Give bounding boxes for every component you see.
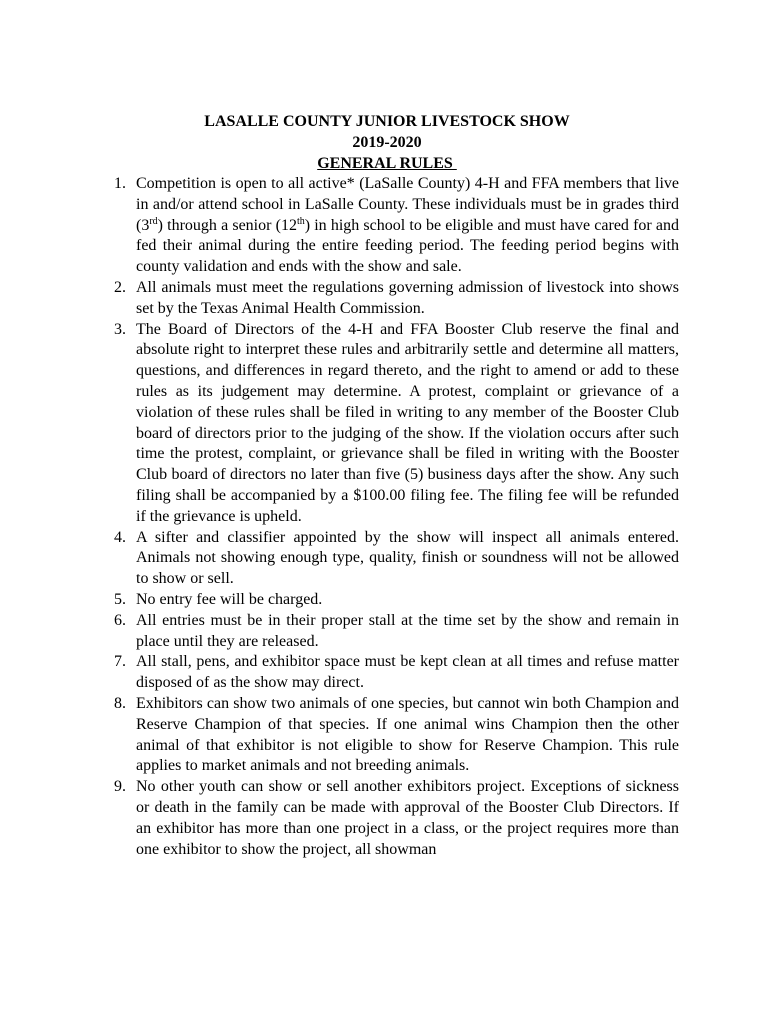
rule-item-8 bbox=[114, 694, 679, 777]
rule-item-1 bbox=[114, 174, 679, 278]
rule-item-7 bbox=[114, 652, 679, 694]
rule-item-5 bbox=[114, 590, 679, 611]
rule-text: All stall, pens, and exhibitor space must be kept clean at all times and refuse matter disposed of as the show may direct. bbox=[136, 653, 679, 692]
rule-text: Exhibitors can show two animals of one species, but cannot win both Champion and Reserve Champion of that species. If one animal wins Champion then the other animal of that exhibitor is not eligible to show for Reserve Champion. This rule applies to market animals and not breeding animals. bbox=[136, 694, 679, 775]
ordinal-suffix: rd bbox=[149, 215, 158, 227]
rule-number: 4. bbox=[114, 528, 126, 546]
rule-number: 6. bbox=[114, 611, 126, 629]
rule-item-9 bbox=[114, 777, 679, 860]
rule-number: 1. bbox=[114, 175, 126, 192]
rule-item-2 bbox=[114, 278, 679, 320]
rule-text: No entry fee will be charged. bbox=[136, 590, 323, 608]
rule-text: All entries must be in their proper stall at the time set by the show and remain in place until they are released. bbox=[136, 611, 679, 650]
rule-text: A sifter and classifier appointed by the show will inspect all animals entered. Animals not showing enough type, quality, finish or soundness will not be allowed to show or sell. bbox=[136, 528, 679, 588]
ordinal-suffix: th bbox=[296, 215, 305, 227]
rules-heading: GENERAL RULES bbox=[317, 154, 457, 172]
rule-number: 7. bbox=[114, 653, 126, 671]
document-year: 2019-2020 bbox=[352, 133, 422, 151]
rule-number: 2. bbox=[114, 278, 126, 296]
rule-text: The Board of Directors of the 4-H and FFA Booster Club reserve the final and absolute right to interpret these rules and arbitrarily settle and determine all matters, questions, and differences in regard thereto, and the right to amend or add to these rules as its judgement may determine. A protest, complaint or grievance of a violation of these rules shall be filed in writing to any member of the Booster Club board of directors prior to the judging of the show. If the violation occurs after such time the protest, complaint, or grievance shall be filed in writing with the Booster Club board of directors no later than five (5) business days after the show. Any such filing shall be accompanied by a $100.00 filing fee. The filing fee will be refunded if the grievance is upheld. bbox=[136, 320, 679, 525]
document-title: LASALLE COUNTY JUNIOR LIVESTOCK SHOW bbox=[204, 113, 570, 130]
rule-text: All animals must meet the regulations governing admission of livestock into shows set by the Texas Animal Health Commission. bbox=[136, 278, 679, 317]
rule-number: 5. bbox=[114, 590, 126, 608]
rule-number: 8. bbox=[114, 694, 126, 712]
document-header bbox=[0, 112, 770, 174]
rule-number: 3. bbox=[114, 320, 126, 338]
rule-text: No other youth can show or sell another exhibitors project. Exceptions of sickness or death in the family can be made with approval of the Booster Club Directors. If an exhibitor has more than one project in a class, or the project requires more than one exhibitor to show the project, all showman bbox=[136, 778, 679, 858]
rule-item-6 bbox=[114, 611, 679, 653]
rule-item-4 bbox=[114, 528, 679, 590]
rule-text: Competition is open to all active* (LaSalle County) 4-H and FFA members that live in and/or attend school in LaSalle County. These individuals must be in grades third (3rd) through a senior (12th) in high school to be eligible and must have cared for and fed their animal during the entire feeding period. The feeding period begins with county validation and ends with the show and sale. bbox=[136, 175, 679, 276]
rules-list bbox=[114, 174, 679, 860]
rule-number: 9. bbox=[114, 778, 126, 796]
rule-item-3 bbox=[114, 320, 679, 528]
